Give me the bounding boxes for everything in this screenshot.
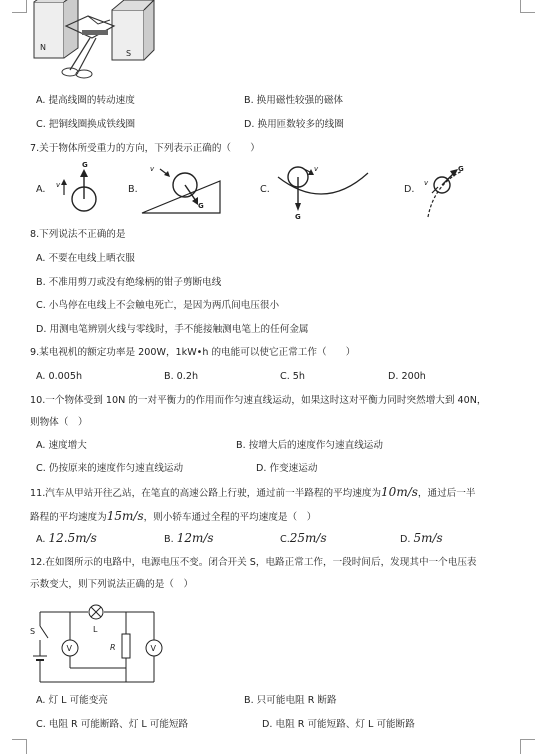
- q10-stem-line1: 10.一个物体受到 10N 的一对平衡力的作用而作匀速直线运动，如果这时这对平衡力同时突然增大到 40N，: [30, 395, 487, 406]
- q11-option-c-value: 25m/s: [289, 531, 327, 545]
- q7-stem: 7.关于物体所受重力的方向，下列表示正确的（ ）: [30, 143, 260, 154]
- q11-option-d-label: D.: [400, 534, 411, 545]
- south-pole-label: S: [126, 49, 132, 58]
- q11-option-c: [280, 532, 327, 546]
- resistor-label: R: [110, 643, 116, 652]
- q7-figure-a: [56, 163, 106, 218]
- q9-option-c: C. 5h: [280, 371, 305, 382]
- q7-a-velocity-label: v: [56, 181, 61, 189]
- q11-stem-line2-part2: ，则小轿车通过全程的平均速度是（ ）: [143, 512, 317, 523]
- q12-option-a: A. 灯 L 可能变亮: [36, 695, 108, 706]
- q11-speed-first-half: 10m/s: [381, 485, 418, 499]
- q8-stem: 8.下列说法不正确的是: [30, 229, 126, 240]
- north-pole-label: N: [40, 43, 46, 52]
- q11-speed-second-half: 15m/s: [106, 509, 144, 523]
- q11-option-b: [164, 532, 214, 546]
- q7-c-gravity-label: G: [295, 213, 301, 221]
- generator-figure: [26, 0, 146, 80]
- q8-option-c: C. 小鸟停在电线上不会触电死亡，是因为两爪间电压很小: [36, 300, 280, 311]
- q11-option-a: [36, 532, 97, 546]
- q7-d-velocity-label: v: [424, 179, 429, 187]
- q8-option-d: D. 用测电笔辨别火线与零线时，手不能接触测电笔上的任何金属: [36, 324, 309, 335]
- q11-stem-line1-part1: 11.汽车从甲站开往乙站，在笔直的高速公路上行驶，通过前一半路程的平均速度为: [30, 488, 382, 499]
- q11-option-a-label: A.: [36, 534, 46, 545]
- q7-b-velocity-label: v: [150, 165, 155, 173]
- q7-d-gravity-label: G: [458, 165, 464, 173]
- q10-option-a: A. 速度增大: [36, 440, 87, 451]
- q7-label-c: C.: [260, 184, 270, 195]
- corner-mark-bottom-left: [12, 739, 27, 754]
- q8-option-b: B. 不准用剪刀或没有绝缘柄的钳子剪断电线: [36, 277, 222, 288]
- q11-stem-line2: [30, 510, 316, 524]
- q6-option-a: A. 提高线圈的转动速度: [36, 95, 135, 106]
- q7-figure-b: [140, 163, 230, 218]
- switch-label: S: [30, 627, 36, 636]
- q12-stem-line1: 12.在如图所示的电路中，电源电压不变。闭合开关 S，电路正常工作，一段时间后，发现其中一个电压表: [30, 557, 477, 568]
- q11-stem-line1-part2: ，通过后一半: [417, 488, 476, 499]
- resistor-symbol: [122, 634, 130, 658]
- q7-label-a: A.: [36, 184, 46, 195]
- q11-stem-line2-part1: 路程的平均速度为: [30, 512, 107, 523]
- q12-option-b: B. 只可能电阻 R 断路: [244, 695, 337, 706]
- q9-option-b: B. 0.2h: [164, 371, 199, 382]
- q11-option-b-label: B.: [164, 534, 174, 545]
- q7-label-d: D.: [404, 184, 415, 195]
- q11-option-d: [400, 532, 443, 546]
- voltmeter-right-label: V: [150, 644, 156, 653]
- q6-option-d: D. 换用匝数较多的线圈: [244, 119, 344, 130]
- q6-option-c: C. 把铜线圈换成铁线圈: [36, 119, 136, 130]
- switch-symbol: [40, 626, 48, 638]
- q9-stem: 9.某电视机的额定功率是 200W，1kW•h 的电能可以使它正常工作（ ）: [30, 347, 356, 358]
- corner-mark-bottom-right: [520, 739, 535, 754]
- q7-figure-d: [418, 163, 478, 218]
- q10-option-c: C. 仍按原来的速度作匀速直线运动: [36, 463, 184, 474]
- q10-option-d: D. 作变速运动: [256, 463, 318, 474]
- corner-mark-top-left: [12, 0, 27, 13]
- q11-option-b-value: 12m/s: [176, 531, 214, 545]
- q11-option-a-value: 12.5m/s: [48, 531, 97, 545]
- circuit-diagram: [28, 604, 168, 689]
- q7-c-velocity-label: v: [314, 165, 319, 173]
- q11-option-c-label: C.: [280, 534, 290, 545]
- q8-option-a: A. 不要在电线上晒衣服: [36, 253, 135, 264]
- q12-option-d: D. 电阻 R 可能短路、灯 L 可能断路: [262, 719, 415, 730]
- q12-stem-line2: 示数变大，则下列说法正确的是（ ）: [30, 579, 194, 590]
- q12-option-c: C. 电阻 R 可能断路、灯 L 可能短路: [36, 719, 189, 730]
- q10-stem-line2: 则物体（ ）: [30, 417, 88, 428]
- q10-option-b: B. 按增大后的速度作匀速直线运动: [236, 440, 383, 451]
- voltmeter-left-label: V: [66, 644, 72, 653]
- q7-b-gravity-label: G: [198, 202, 204, 210]
- q7-figure-c: [276, 163, 371, 221]
- q11-option-d-value: 5m/s: [413, 531, 443, 545]
- q9-option-a: A. 0.005h: [36, 371, 83, 382]
- corner-mark-top-right: [520, 0, 535, 13]
- q6-option-b: B. 换用磁性较强的磁体: [244, 95, 344, 106]
- q7-label-b: B.: [128, 184, 138, 195]
- q11-stem-line1: [30, 486, 475, 500]
- q9-option-d: D. 200h: [388, 371, 426, 382]
- q7-a-gravity-label: G: [82, 161, 88, 169]
- lamp-label: L: [93, 625, 98, 634]
